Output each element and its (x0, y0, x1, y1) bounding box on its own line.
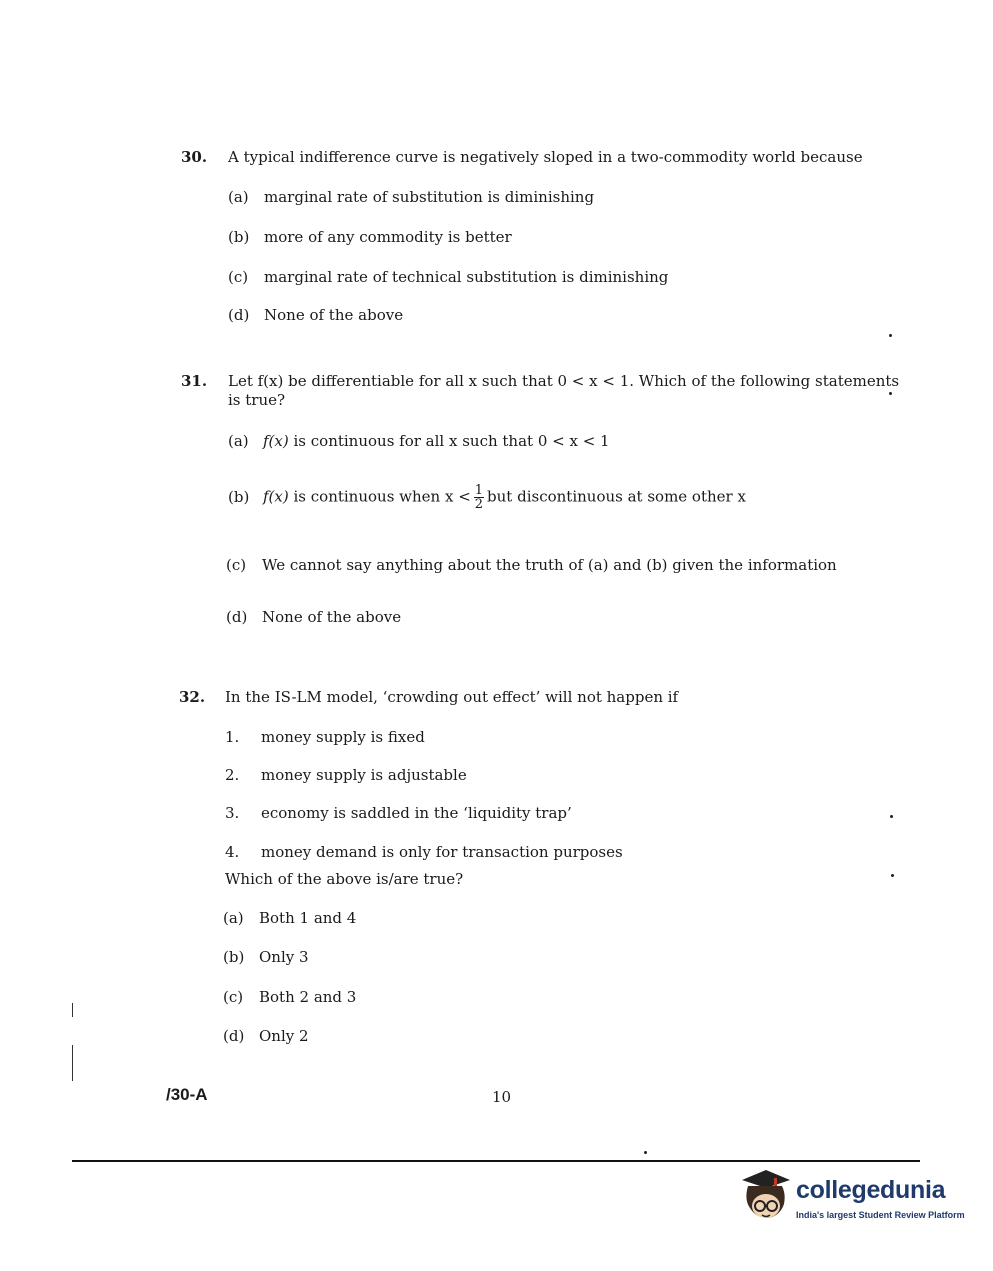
statement-text: money demand is only for transaction purposes (261, 843, 623, 861)
option-label: (c) (226, 556, 247, 574)
question-31-number: 31. (181, 372, 208, 390)
brand-tagline: India's largest Student Review Platform (796, 1210, 965, 1220)
option-label: (c) (223, 988, 244, 1006)
question-31-text-line1: Let f(x) be differentiable for all x such that 0 < x < 1. Which of the following statements (228, 372, 900, 390)
paper-code: /30-A (166, 1085, 208, 1104)
fraction-one-half (474, 484, 484, 511)
option-text: None of the above (262, 608, 402, 626)
scan-dot (644, 1151, 647, 1154)
option-label: (b) (223, 948, 245, 966)
option-text: Only 2 (259, 1027, 309, 1045)
question-32-option-b (223, 948, 309, 966)
question-32-text: In the IS-LM model, ‘crowding out effect’ will not happen if (225, 688, 679, 706)
margin-mark (72, 1003, 73, 1017)
margin-mark (72, 1045, 73, 1081)
option-text: Only 3 (259, 948, 309, 966)
option-label: (b) (228, 228, 250, 246)
question-31-text-line2: is true? (228, 391, 286, 409)
question-32-statement-3 (225, 804, 572, 822)
option-text-before: is continuous when x < (293, 487, 471, 506)
question-32-option-a (223, 909, 356, 927)
option-label: (b) (228, 487, 250, 506)
student-mascot-icon (738, 1166, 794, 1226)
statement-label: 3. (225, 804, 240, 822)
question-32-statement-2 (225, 766, 467, 784)
option-text: We cannot say anything about the truth of (a) and (b) given the information (262, 556, 837, 574)
scan-dot (889, 334, 892, 337)
option-text: is continuous for all x such that 0 < x < 1 (293, 432, 610, 450)
footer-rule (72, 1160, 920, 1162)
question-32-statement-4 (225, 843, 623, 861)
option-text: Both 2 and 3 (259, 988, 357, 1006)
option-label: (a) (228, 188, 249, 206)
question-30-number: 30. (181, 148, 208, 166)
statement-label: 2. (225, 766, 240, 784)
option-label: (a) (223, 909, 244, 927)
question-30-option-d (228, 306, 403, 324)
function-fx: f(x) (263, 487, 289, 506)
question-31-option-d (226, 608, 401, 626)
option-text: marginal rate of technical substitution is diminishing (264, 268, 669, 286)
question-30-option-a (228, 188, 594, 206)
question-31-text (228, 372, 899, 410)
option-text: None of the above (264, 306, 404, 324)
question-31-option-c (226, 556, 837, 574)
fraction-denominator: 2 (474, 497, 484, 512)
scan-dot (889, 392, 892, 395)
scan-dot (891, 874, 894, 877)
scan-dot (890, 815, 893, 818)
statement-label: 4. (225, 843, 240, 861)
brand-name: collegedunia (796, 1176, 946, 1204)
page-number: 10 (492, 1088, 512, 1106)
option-text: Both 1 and 4 (259, 909, 357, 927)
statement-text: economy is saddled in the ‘liquidity trap’ (261, 804, 572, 822)
question-32-option-d (223, 1027, 309, 1045)
question-32-statement-1 (225, 728, 425, 746)
question-31-option-b (228, 484, 746, 511)
option-label: (c) (228, 268, 249, 286)
option-label: (d) (223, 1027, 245, 1045)
statement-text: money supply is fixed (261, 728, 425, 746)
option-text-after: but discontinuous at some other x (487, 487, 746, 506)
question-32-prompt: Which of the above is/are true? (225, 870, 464, 888)
collegedunia-logo (738, 1166, 963, 1236)
option-label: (d) (226, 608, 248, 626)
function-fx: f(x) (263, 432, 289, 450)
statement-label: 1. (225, 728, 240, 746)
question-30-option-c (228, 268, 668, 286)
option-text: more of any commodity is better (264, 228, 512, 246)
question-32-number: 32. (179, 688, 206, 706)
option-text: marginal rate of substitution is diminishing (264, 188, 595, 206)
fraction-numerator: 1 (474, 483, 484, 498)
option-label: (d) (228, 306, 250, 324)
question-31-option-a (228, 432, 610, 450)
question-32-option-c (223, 988, 356, 1006)
question-30-option-b (228, 228, 512, 246)
statement-text: money supply is adjustable (261, 766, 467, 784)
question-30-text: A typical indifference curve is negatively sloped in a two-commodity world because (228, 148, 863, 166)
option-label: (a) (228, 432, 249, 450)
